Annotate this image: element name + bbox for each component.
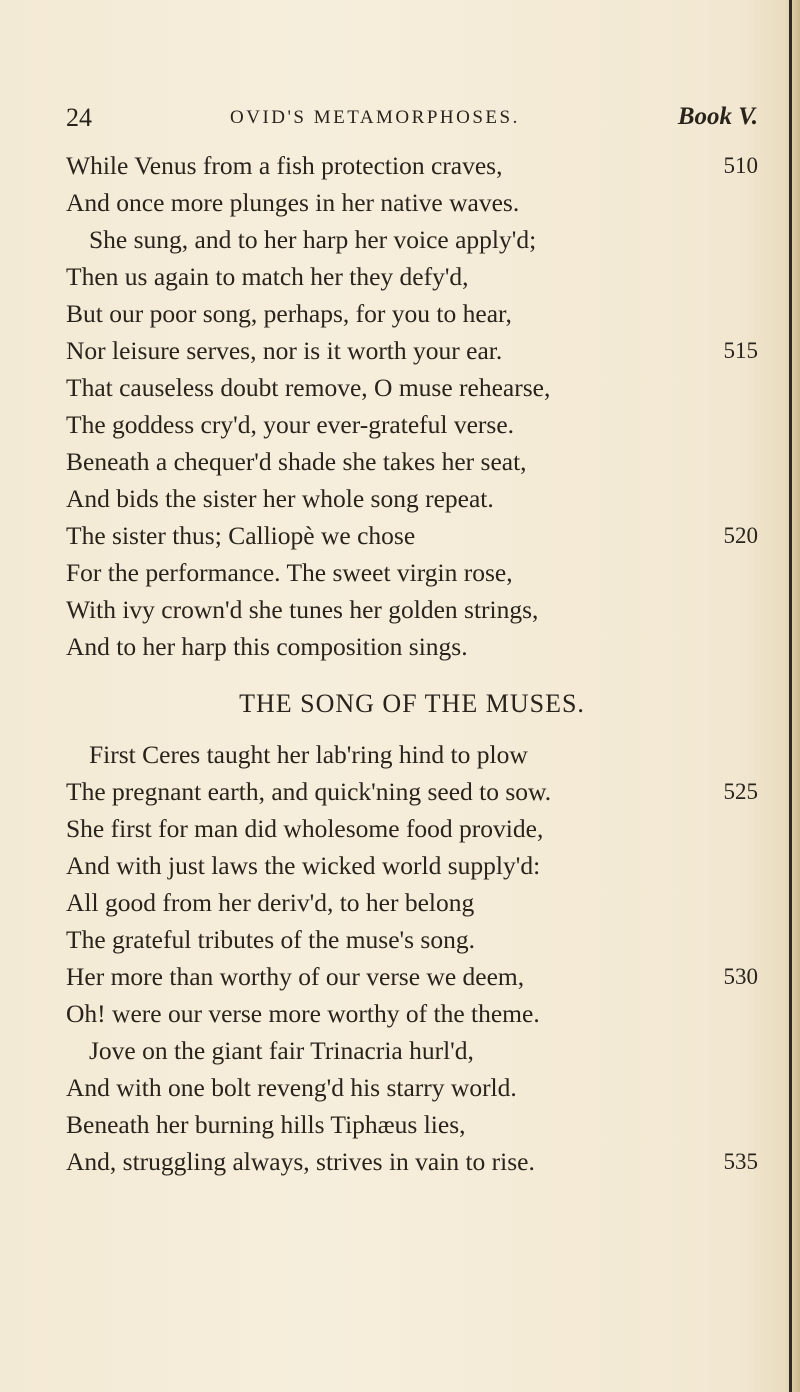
verse-line bbox=[66, 555, 758, 591]
verse-line bbox=[66, 1107, 758, 1143]
verse-text: Jove on the giant fair Trinacria hurl'd, bbox=[89, 1036, 474, 1065]
verse-line bbox=[66, 333, 758, 369]
verse-line bbox=[66, 518, 758, 554]
verse-line bbox=[66, 444, 758, 480]
verse-line bbox=[66, 1144, 758, 1180]
line-number: 535 bbox=[723, 1149, 758, 1174]
verse-text: With ivy crown'd she tunes her golden strings, bbox=[66, 595, 539, 624]
verse-line bbox=[66, 737, 758, 773]
verse-text: The sister thus; Calliopè we chose bbox=[66, 521, 416, 550]
verse-text: While Venus from a fish protection craves, bbox=[66, 151, 503, 180]
section-heading: THE SONG OF THE MUSES. bbox=[239, 689, 585, 718]
verse-text: And bids the sister her whole song repeat. bbox=[66, 484, 494, 513]
verse-text: Beneath a chequer'd shade she takes her seat, bbox=[66, 447, 527, 476]
verse-text: The pregnant earth, and quick'ning seed to sow. bbox=[66, 777, 552, 806]
verse-text: And, struggling always, strives in vain to rise. bbox=[66, 1147, 535, 1176]
verse-line bbox=[66, 922, 758, 958]
verse-text: And to her harp this composition sings. bbox=[66, 632, 468, 661]
verse-text: And with one bolt reveng'd his starry world. bbox=[66, 1073, 517, 1102]
verse-line bbox=[66, 1033, 758, 1069]
verse-line bbox=[66, 592, 758, 628]
line-number: 530 bbox=[723, 964, 758, 989]
running-header bbox=[66, 103, 758, 135]
line-number: 510 bbox=[723, 153, 758, 178]
line-number: 515 bbox=[723, 338, 758, 363]
verse-text: Then us again to match her they defy'd, bbox=[66, 262, 469, 291]
verse-text: The grateful tributes of the muse's song. bbox=[66, 925, 475, 954]
verse-line bbox=[66, 996, 758, 1032]
verse-line bbox=[66, 481, 758, 517]
verse-text: She first for man did wholesome food provide, bbox=[66, 814, 544, 843]
line-number: 525 bbox=[723, 779, 758, 804]
verse-line bbox=[66, 1070, 758, 1106]
verse-text: All good from her deriv'd, to her belong bbox=[66, 888, 475, 917]
verse-line bbox=[66, 885, 758, 921]
page-edge-shadow bbox=[789, 0, 792, 1392]
verse-text: And with just laws the wicked world supply'd: bbox=[66, 851, 541, 880]
verse-line bbox=[66, 185, 758, 221]
verse-text: But our poor song, perhaps, for you to hear, bbox=[66, 299, 512, 328]
verse-text: She sung, and to her harp her voice apply'd; bbox=[89, 225, 537, 254]
verse-line bbox=[66, 296, 758, 332]
verse-text: For the performance. The sweet virgin rose, bbox=[66, 558, 513, 587]
verse-line bbox=[66, 774, 758, 810]
verse-text: That causeless doubt remove, O muse rehearse, bbox=[66, 373, 551, 402]
verse-text: Nor leisure serves, nor is it worth your ear. bbox=[66, 336, 503, 365]
verse-text: The goddess cry'd, your ever-grateful verse. bbox=[66, 410, 515, 439]
verse-line bbox=[66, 629, 758, 665]
verse-line bbox=[66, 959, 758, 995]
verse-text: And once more plunges in her native waves. bbox=[66, 188, 520, 217]
verse-text: Oh! were our verse more worthy of the theme. bbox=[66, 999, 540, 1028]
verse-line bbox=[66, 407, 758, 443]
verse-text: Her more than worthy of our verse we deem, bbox=[66, 962, 525, 991]
verse-line bbox=[66, 811, 758, 847]
verse-line bbox=[66, 222, 758, 258]
verse-text: Beneath her burning hills Tiphæus lies, bbox=[66, 1110, 466, 1139]
verse-line bbox=[66, 370, 758, 406]
verse-line bbox=[66, 259, 758, 295]
book-label: Book V. bbox=[677, 103, 758, 130]
verse-line bbox=[66, 848, 758, 884]
verse-line bbox=[66, 148, 758, 184]
verse-text: First Ceres taught her lab'ring hind to plow bbox=[89, 740, 528, 769]
line-number: 520 bbox=[723, 523, 758, 548]
running-title: OVID'S METAMORPHOSES. bbox=[230, 107, 520, 128]
page-number: 24 bbox=[66, 103, 92, 132]
